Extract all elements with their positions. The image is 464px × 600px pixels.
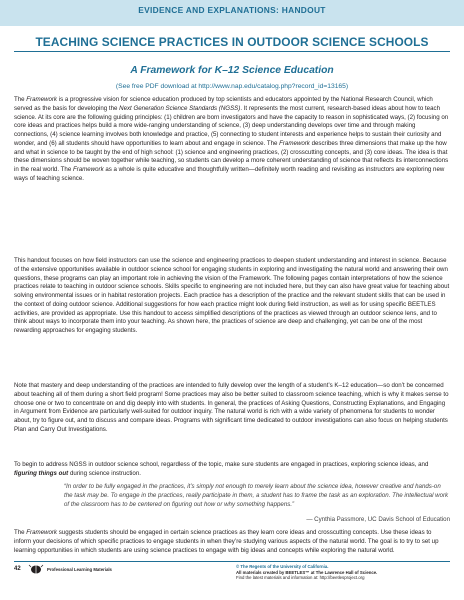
paragraph-handout-focus: This handout focuses on how field instructors can use the science and engineering practices to deepen student understanding and interest in science. Because of the extensive opportunities available in outdoor science school for engaging students in exploring and investigating the natural world and answering their own questions, these programs can play an important role in achieving the vision of the Framework. The following pages contain interpretations of how the science practices relate to teaching in outdoor science schools. Skills specific to engineering are not included here, but they can also have great value for teaching about solving environmental issues or in habitat restoration projects. Each practice has a description of the practice and the relevant student skills that can be used in the context of doing outdoor science. Additional suggestions for how each practice might look during field instruction, as well as for using specific BEETLES activities, are provided as appropriate. Use this handout to access simplified descriptions of the practices as viewed through an outdoor science lens, and to think about ways to incorporate them into your teaching. As shown here, the practices of science are deep and challenging, yet can be one of the most rewarding approaches for engaging students. [14,257,450,334]
copyright-line: Find the latest materials and information at: http://beetlesproject.org [236,575,365,581]
footer-divider [14,561,450,562]
title-divider [14,51,450,52]
framework-term: Framework [72,166,104,173]
passmore-quote: “In order to be fully engaged in the practices, it’s simply not enough to merely learn about the science idea, however creative and hands-on the task may be. To engage in the practices, really participate in them, a student has to frame the task as an exploration. The intellectual work of the classroom has to be centered on figuring out how or why something happens.” [64,483,449,508]
paragraph-framework-suggests: The Framework suggests students should be engaged in certain science practices as they learn core ideas and crosscutting concepts. Use these ideas to inform your decisions of which specific practices to engage students in when they’re studying various aspects of the natural world. The goal is to try to set up learning opportunities in which students are using science practices to engage with big ideas and concepts while exploring the natural world. [14,529,439,554]
page-title: TEACHING SCIENCE PRACTICES IN OUTDOOR SCIENCE SCHOOLS [35,35,429,49]
paragraph-mastery-note: Note that mastery and deep understanding of the practices are intended to fully develop over the length of a student’s K–12 education—so don’t be concerned about teaching all of them during a short field program! Some practices may also be better suited to classroom science teaching, which is why it makes sense to choose one or two to concentrate on and dig deeply into with students. In general, the practices of Asking Questions, Constructing Explanations, and Engaging in Argument from Evidence are particularly well-suited for outdoor inquiry. The natural world is rich with a wide variety of phenomena for students to wonder about, try to figure out, and to discuss and compare ideas. Programs with significant time dedicated to outdoor investigations can also focus on helping students Plan and Carry Out Investigations. [14,382,449,433]
beetles-logo-icon [28,564,44,574]
paragraph-address-ngss: To begin to address NGSS in outdoor science school, regardless of the topic, make sure students are engaged in practices, exploring science ideas, and figuring things out during science instruction. [14,461,429,477]
framework-term: Framework [26,96,58,103]
quote-attribution: — Cynthia Passmore, UC Davis School of Education [306,516,450,523]
copyright-block [236,564,377,581]
pdf-download-link[interactable]: (See free PDF download at http://www.nap.edu/catalog.php?record_id=13165) [115,83,349,90]
page-number: 42 [14,566,21,572]
page-subtitle: A Framework for K–12 Science Education [130,65,334,76]
framework-term: Framework [279,139,310,147]
figuring-things-out-term: figuring things out [14,469,69,477]
copyright-line: All materials created by BEETLES™ at The Lawrence Hall of Science. [236,569,378,575]
logo-text: Professional Learning Materials [47,567,112,572]
copyright-line: © The Regents of the University of California. [236,564,329,569]
header-label: EVIDENCE AND EXPLANATIONS: HANDOUT [138,5,326,15]
paragraph-framework-intro: The Framework is a progressive vision for science education produced by top scientists and educators appointed by the National Research Council, which served as the basis for developing the Next Generation Science Standards (NGSS). It represents the most current, research-based ideas about how to teach science. At its core are the following guiding principles: (1) children are born investigators and have the capacity to reason in sophisticated ways, (2) focusing on core ideas and practices helps build a more wide-ranging understanding of science, (3) deep understanding develops over time and through making connections, (4) science learning involves both knowledge and practice, (5) connecting to student interests and experience helps to sustain their curiosity and wonder, and (6) all students should have opportunities to learn about and engage in science. The Framework describes three dimensions that make up the how and what in science to be taught by the end of high school: (1) science and engineering practices, (2) crosscutting concepts, and (3) core ideas. The idea is that these dimensions should be woven together while teaching, so students can develop a more coherent understanding of science that reflects its interconnections in the real world. The Framework as a whole is quite educative and thoughtfully written—definitely worth reading and revisiting as instructors are exploring new ways of teaching science. [14,96,449,182]
ngss-term: Next Generation Science Standards (NGSS) [119,104,241,112]
framework-term: Framework [26,529,58,536]
